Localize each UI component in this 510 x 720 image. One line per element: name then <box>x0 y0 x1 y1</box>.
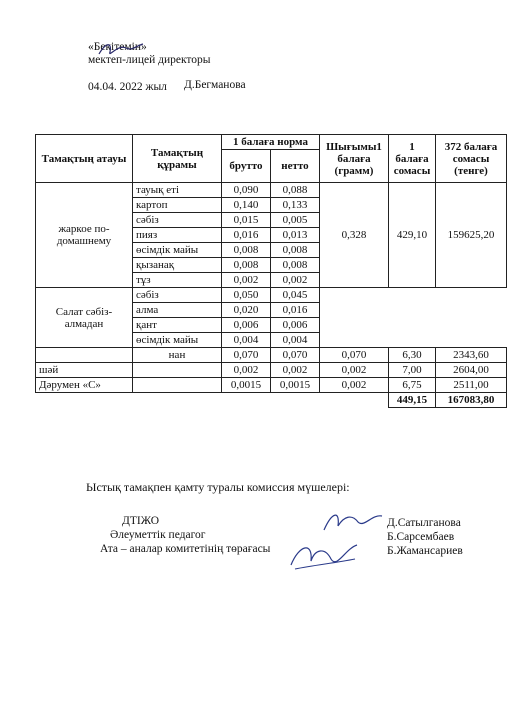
dish2-item: қант <box>133 318 222 333</box>
dish1-brutto: 0,015 <box>222 213 271 228</box>
tea-cost-one: 7,00 <box>389 363 436 378</box>
vitamin-netto: 0,0015 <box>271 378 320 393</box>
director-name: Д.Бегманова <box>184 79 246 91</box>
commission-title: Ыстық тамақпен қамту туралы комиссия мүшелері: <box>86 480 350 494</box>
dish2-netto: 0,006 <box>271 318 320 333</box>
commission-roles <box>100 514 270 556</box>
vitamin-cost-one: 6,75 <box>389 378 436 393</box>
vitamin-row <box>36 378 507 393</box>
dish1-netto: 0,133 <box>271 198 320 213</box>
dish2-row <box>36 288 507 303</box>
tea-row <box>36 363 507 378</box>
header-netto: нетто <box>271 150 320 183</box>
header-yield: Шығымы1 балаға (грамм) <box>320 135 389 183</box>
dish2-netto: 0,045 <box>271 288 320 303</box>
dish1-dish: жаркое по-домашнему <box>36 183 133 288</box>
dish1-brutto: 0,140 <box>222 198 271 213</box>
director-position: мектеп-лицей директоры <box>88 54 211 66</box>
dish2-item: өсімдік майы <box>133 333 222 348</box>
dish1-brutto: 0,016 <box>222 228 271 243</box>
dish2-dish: Салат сәбіз-алмадан <box>36 288 133 348</box>
dish1-netto: 0,002 <box>271 273 320 288</box>
dish2-rows <box>36 288 507 348</box>
header-cost-total: 372 балаға сомасы (тенге) <box>436 135 507 183</box>
total-row <box>36 393 507 408</box>
dish2-netto: 0,016 <box>271 303 320 318</box>
bread-item: нан <box>133 348 222 363</box>
tea-yield: 0,002 <box>320 363 389 378</box>
dish2-brutto: 0,006 <box>222 318 271 333</box>
vitamin-yield: 0,002 <box>320 378 389 393</box>
dish1-item: картоп <box>133 198 222 213</box>
dish1-item: тауық еті <box>133 183 222 198</box>
dish2-brutto: 0,020 <box>222 303 271 318</box>
total-cost-one: 449,15 <box>389 393 436 408</box>
tea-netto: 0,002 <box>271 363 320 378</box>
role-1: ДТІЖО <box>122 515 160 527</box>
dish1-brutto: 0,008 <box>222 243 271 258</box>
member-name-1: Д.Сатылганова <box>387 517 461 529</box>
merged-cost-one: 429,10 <box>389 183 436 288</box>
member-name-2: Б.Сарсембаев <box>387 531 455 543</box>
approval-heading: «Бекітемін» <box>88 41 147 53</box>
tea-cost-total: 2604,00 <box>436 363 507 378</box>
dish1-netto: 0,008 <box>271 258 320 273</box>
dish1-netto: 0,088 <box>271 183 320 198</box>
dish1-item: өсімдік майы <box>133 243 222 258</box>
vitamin-brutto: 0,0015 <box>222 378 271 393</box>
menu-table <box>35 134 507 408</box>
dish1-netto: 0,008 <box>271 243 320 258</box>
header-brutto: брутто <box>222 150 271 183</box>
bread-brutto: 0,070 <box>222 348 271 363</box>
dish1-item: тұз <box>133 273 222 288</box>
merged-cost-total: 159625,20 <box>436 183 507 288</box>
total-cost-total: 167083,80 <box>436 393 507 408</box>
member-name-3: Б.Жамансариев <box>387 545 463 557</box>
bread-cost-one: 6,30 <box>389 348 436 363</box>
header-dish: Тамақтың атауы <box>36 135 133 183</box>
bread-cost-total: 2343,60 <box>436 348 507 363</box>
role-3: Ата – аналар комитетінің төрағасы <box>100 543 271 555</box>
dish2-item: сәбіз <box>133 288 222 303</box>
bread-row <box>36 348 507 363</box>
dish1-item: қызанақ <box>133 258 222 273</box>
commission-names <box>387 516 463 558</box>
director-signature <box>96 38 146 60</box>
dish1-row <box>36 183 507 198</box>
member-signature-1 <box>320 508 385 538</box>
approval-date: 04.04. 2022 жыл <box>88 81 167 93</box>
vitamin-dish: Дәрумен «С» <box>36 378 133 393</box>
header-composition: Тамақтың құрамы <box>133 135 222 183</box>
dish1-brutto: 0,090 <box>222 183 271 198</box>
merged-yield: 0,328 <box>320 183 389 288</box>
role-2: Әлеуметтік педагог <box>110 529 206 541</box>
member-signature-2 <box>285 535 360 575</box>
header-norm: 1 балаға норма <box>222 135 320 150</box>
vitamin-cost-total: 2511,00 <box>436 378 507 393</box>
bread-yield: 0,070 <box>320 348 389 363</box>
dish2-brutto: 0,004 <box>222 333 271 348</box>
dish2-brutto: 0,050 <box>222 288 271 303</box>
dish1-brutto: 0,008 <box>222 258 271 273</box>
dish2-netto: 0,004 <box>271 333 320 348</box>
dish1-item: пияз <box>133 228 222 243</box>
tea-brutto: 0,002 <box>222 363 271 378</box>
dish1-netto: 0,005 <box>271 213 320 228</box>
dish1-rows <box>36 183 507 288</box>
dish1-brutto: 0,002 <box>222 273 271 288</box>
dish1-netto: 0,013 <box>271 228 320 243</box>
tea-dish: шәй <box>36 363 133 378</box>
dish2-item: алма <box>133 303 222 318</box>
dish1-item: сәбіз <box>133 213 222 228</box>
header-cost-one: 1 балаға сомасы <box>389 135 436 183</box>
bread-netto: 0,070 <box>271 348 320 363</box>
